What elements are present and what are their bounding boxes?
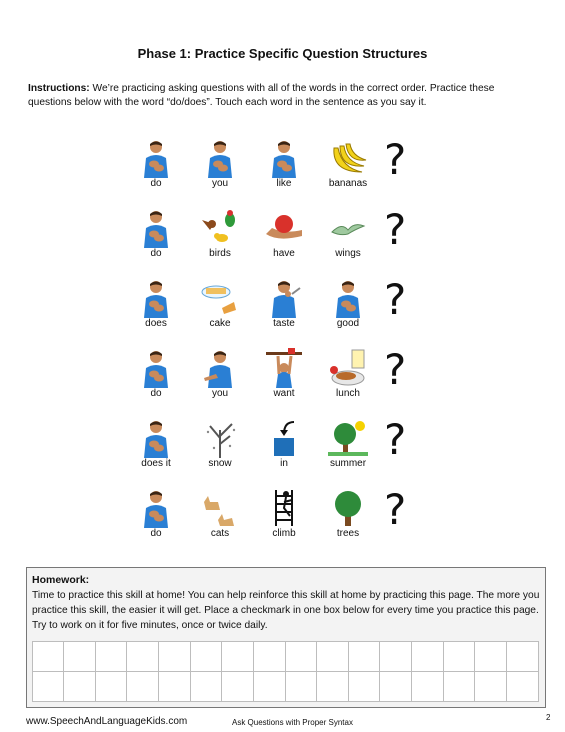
person-sign-icon (136, 348, 176, 388)
person-sign-icon (136, 138, 176, 178)
checkmark-box[interactable] (348, 671, 381, 702)
symbol-word: do (150, 388, 162, 399)
symbol-word: want (273, 388, 295, 399)
checkmark-box[interactable] (32, 641, 65, 672)
instructions-text: We’re practicing asking questions with all of the words in the correct order. Practice these questions below with the word “do/does”. Touch each word in the sentence as you say it. (28, 83, 495, 108)
sentence-row (128, 206, 428, 276)
symbol-card[interactable] (128, 346, 184, 408)
checkmark-box[interactable] (379, 671, 412, 702)
question-mark: ? (384, 275, 407, 324)
symbol-card[interactable] (256, 276, 312, 338)
symbol-card[interactable] (320, 276, 376, 338)
checkmark-box[interactable] (221, 641, 254, 672)
birds-icon (200, 208, 240, 248)
lunch-plate-icon (328, 348, 368, 388)
checkmark-box[interactable] (285, 671, 318, 702)
symbol-word: does (145, 318, 167, 329)
checkmark-box[interactable] (474, 671, 507, 702)
symbol-word: have (273, 248, 295, 259)
symbol-word: cake (209, 318, 231, 329)
hand-holding-icon (264, 208, 304, 248)
question-mark: ? (384, 345, 407, 394)
homework-title: Homework: (32, 574, 90, 586)
symbol-card[interactable] (128, 416, 184, 478)
symbol-word: birds (209, 248, 231, 259)
question-mark: ? (384, 485, 407, 534)
checkmark-box[interactable] (506, 671, 539, 702)
sentence-row (128, 136, 428, 206)
symbol-word: wings (335, 248, 361, 259)
question-mark: ? (384, 415, 407, 464)
symbol-card[interactable] (320, 206, 376, 268)
checkmark-box[interactable] (95, 641, 128, 672)
checkmark-box[interactable] (506, 641, 539, 672)
question-mark: ? (384, 205, 407, 254)
symbol-card[interactable] (256, 206, 312, 268)
box-in-arrow-icon (264, 418, 304, 458)
symbol-card[interactable] (192, 206, 248, 268)
symbol-card[interactable] (128, 206, 184, 268)
tree-icon (328, 488, 368, 528)
symbol-card[interactable] (256, 486, 312, 548)
symbol-card[interactable] (192, 416, 248, 478)
checkmark-box[interactable] (63, 671, 96, 702)
symbol-card[interactable] (192, 276, 248, 338)
checkmark-box[interactable] (253, 671, 286, 702)
checkmark-box[interactable] (63, 641, 96, 672)
checkmark-box[interactable] (285, 641, 318, 672)
symbol-card[interactable] (128, 486, 184, 548)
instructions (28, 82, 540, 110)
bananas-icon (328, 138, 368, 178)
footer-subtitle: Ask Questions with Proper Syntax (232, 718, 353, 727)
homework-box (26, 567, 546, 708)
symbol-word: bananas (328, 178, 368, 189)
checkmark-box[interactable] (190, 671, 223, 702)
checkmark-box[interactable] (411, 671, 444, 702)
symbol-word: summer (329, 458, 367, 469)
checkmark-box[interactable] (348, 641, 381, 672)
symbol-word: you (211, 388, 229, 399)
person-sign-icon (264, 138, 304, 178)
checkmark-box[interactable] (253, 641, 286, 672)
checkmark-box[interactable] (316, 671, 349, 702)
person-sign-icon (136, 488, 176, 528)
checkmark-box[interactable] (158, 641, 191, 672)
symbol-card[interactable] (192, 136, 248, 198)
symbol-word: climb (272, 528, 296, 539)
checkmark-box[interactable] (411, 641, 444, 672)
symbol-word: do (150, 178, 162, 189)
checkmark-box[interactable] (221, 671, 254, 702)
symbol-card[interactable] (320, 346, 376, 408)
checkmark-box[interactable] (379, 641, 412, 672)
checkmark-box[interactable] (32, 671, 65, 702)
symbol-card[interactable] (320, 486, 376, 548)
person-climbing-icon (264, 488, 304, 528)
cake-icon (200, 278, 240, 318)
checkmark-box[interactable] (126, 671, 159, 702)
symbol-word: taste (273, 318, 295, 329)
homework-text: Time to practice this skill at home! You can help reinforce this skill at home by practicing this page. The more you practice this skill, the easier it will get. Place a checkmark in one box below for every time you practice this page. Try to work on it for five minutes, once or twice daily. (32, 590, 540, 631)
checkmark-box[interactable] (443, 671, 476, 702)
wings-icon (328, 208, 368, 248)
symbol-card[interactable] (320, 136, 376, 198)
symbol-grid (128, 136, 428, 556)
symbol-word: does it (141, 458, 171, 469)
cats-icon (200, 488, 240, 528)
symbol-word: in (280, 458, 288, 469)
checkmark-box[interactable] (443, 641, 476, 672)
footer-site: www.SpeechAndLanguageKids.com (26, 716, 188, 727)
person-tasting-icon (264, 278, 304, 318)
symbol-word: cats (210, 528, 230, 539)
person-pointing-icon (200, 348, 240, 388)
symbol-word: do (150, 528, 162, 539)
checkmark-box[interactable] (190, 641, 223, 672)
person-sign-icon (200, 138, 240, 178)
symbol-card[interactable] (256, 416, 312, 478)
checkmark-box[interactable] (126, 641, 159, 672)
checkmark-boxes (32, 641, 538, 701)
snow-tree-icon (200, 418, 240, 458)
instructions-label: Instructions: (28, 83, 90, 94)
person-sign-icon (136, 278, 176, 318)
checkmark-box[interactable] (158, 671, 191, 702)
checkmark-box[interactable] (95, 671, 128, 702)
sentence-row (128, 486, 428, 556)
symbol-word: like (276, 178, 292, 189)
symbol-word: do (150, 248, 162, 259)
symbol-word: snow (208, 458, 232, 469)
summer-tree-icon (328, 418, 368, 458)
symbol-card[interactable] (256, 136, 312, 198)
symbol-card[interactable] (128, 136, 184, 198)
page-title: Phase 1: Practice Specific Question Structures (137, 46, 428, 61)
page-number: 2 (546, 713, 551, 722)
symbol-card[interactable] (192, 486, 248, 548)
symbol-word: lunch (336, 388, 360, 399)
person-sign-icon (136, 208, 176, 248)
person-sign-icon (328, 278, 368, 318)
symbol-card[interactable] (256, 346, 312, 408)
sentence-row (128, 416, 428, 486)
symbol-card[interactable] (320, 416, 376, 478)
symbol-card[interactable] (192, 346, 248, 408)
symbol-card[interactable] (128, 276, 184, 338)
person-reaching-icon (264, 348, 304, 388)
sentence-row (128, 276, 428, 346)
question-mark: ? (384, 135, 407, 184)
person-sign-icon (136, 418, 176, 458)
symbol-word: trees (336, 528, 360, 539)
sentence-row (128, 346, 428, 416)
checkmark-box[interactable] (316, 641, 349, 672)
checkmark-box[interactable] (474, 641, 507, 672)
symbol-word: you (211, 178, 229, 189)
symbol-word: good (336, 318, 360, 329)
